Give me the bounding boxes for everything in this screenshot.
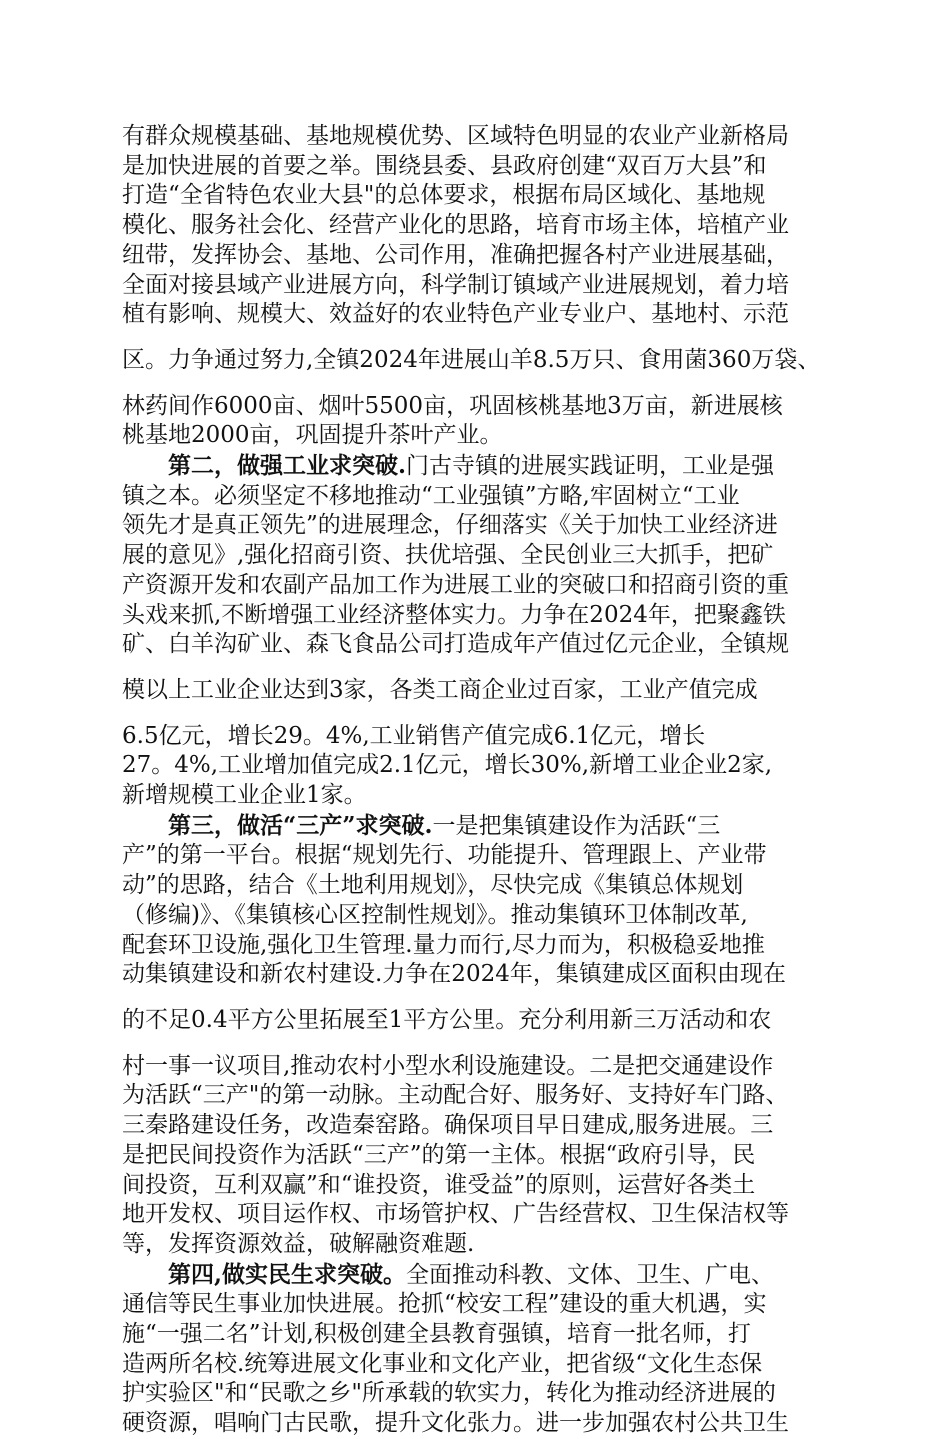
text-line: 是把民间投资作为活跃“三产”的第一主体。根据“政府引导，民	[122, 1141, 756, 1168]
text-run: 一是把集镇建设作为活跃“三	[432, 812, 721, 839]
section-heading-livelihood: 第四,做实民生求突破。	[168, 1260, 407, 1288]
text-line: 头戏来抓,不断增强工业经济整体实力。力争在2024年，把聚鑫铁	[122, 601, 786, 628]
text-line: 矿、白羊沟矿业、森飞食品公司打造成年产值过亿元企业，全镇规	[122, 631, 789, 658]
text-line: 产资源开发和农副产品加工作为进展工业的突破口和招商引资的重	[122, 571, 789, 598]
document-page	[122, 122, 828, 1439]
text-run: 门古寺镇的进展实践证明，工业是强	[406, 453, 775, 480]
paragraph-tertiary	[122, 811, 828, 1260]
text-line: 27。4%,工业增加值完成2.1亿元，增长30%,新增工业企业2家,	[122, 752, 773, 779]
text-line: 展的意见》,强化招商引资、扶优培强、全民创业三大抓手，把矿	[122, 542, 774, 569]
text-line: 等，发挥资源效益，破解融资难题.	[122, 1230, 475, 1257]
text-line: 模以上工业企业达到3家，各类工商企业过百家，工业产值完成	[122, 676, 758, 703]
paragraph-industry	[122, 451, 828, 811]
text-line: 领先才是真正领先”的进展理念，仔细落实《关于加快工业经济进	[122, 512, 778, 539]
text-line: 模化、服务社会化、经营产业化的思路，培育市场主体，培植产业	[122, 212, 789, 239]
text-line: 桃基地2000亩，巩固提升茶叶产业。	[122, 422, 503, 449]
text-line: 区。力争通过努力,全镇2024年进展山羊8.5万只、食用菌360万袋、	[122, 346, 821, 373]
text-line: 动集镇建设和新农村建设.力争在2024年，集镇建成区面积由现在	[122, 961, 786, 988]
text-line: 纽带，发挥协会、基地、公司作用，准确把握各村产业进展基础，	[122, 241, 789, 268]
text-line: 地开发权、项目运作权、市场管护权、广告经营权、卫生保洁权等	[122, 1201, 789, 1228]
text-line: 镇之本。必须坚定不移地推动“工业强镇”方略,牢固树立“工业	[122, 482, 740, 509]
text-line	[122, 811, 828, 842]
paragraph-livelihood	[122, 1260, 828, 1439]
text-line: 村一事一议项目,推动农村小型水利设施建设。二是把交通建设作	[122, 1052, 774, 1079]
text-line: （修编)》、《集镇核心区控制性规划》。推动集镇环卫体制改革,	[122, 901, 748, 928]
text-line: 通信等民生事业加快进展。抢抓“校安工程”建设的重大机遇，实	[122, 1291, 767, 1318]
section-heading-industry: 第二，做强工业求突破.	[168, 452, 407, 480]
text-line: 护实验区"和“民歌之乡"所承载的软实力，转化为推动经济进展的	[122, 1380, 776, 1407]
text-line: 6.5亿元，增长29。4%,工业销售产值完成6.1亿元，增长	[122, 722, 706, 749]
section-heading-tertiary: 第三，做活“三产”求突破.	[168, 811, 433, 839]
text-line: 造两所名校.统筹进展文化事业和文化产业，把省级“文化生态保	[122, 1350, 763, 1377]
text-line: 新增规模工业企业1家。	[122, 782, 367, 809]
text-line: 的不足0.4平方公里拓展至1平方公里。充分利用新三万活动和农	[122, 1006, 772, 1033]
text-line: 硬资源，唱响门古民歌，提升文化张力。进一步加强农村公共卫生	[122, 1410, 789, 1437]
paragraph-agriculture	[122, 122, 828, 451]
text-line: 打造“全省特色农业大县"的总体要求，根据布局区域化、基地规	[122, 182, 766, 209]
text-line: 全面对接县域产业进展方向，科学制订镇域产业进展规划，着力培	[122, 271, 789, 298]
text-line: 三秦路建设任务，改造秦窑路。确保项目早日建成,服务进展。三	[122, 1112, 774, 1139]
text-line: 植有影响、规模大、效益好的农业特色产业专业户、基地村、示范	[122, 301, 789, 328]
text-run: 全面推动科教、文体、卫生、广电、	[406, 1261, 775, 1288]
text-line: 为活跃“三产"的第一动脉。主动配合好、服务好、支持好车门路、	[122, 1082, 789, 1109]
text-line: 有群众规模基础、基地规模优势、区域特色明显的农业产业新格局	[122, 123, 789, 149]
text-line: 间投资，互利双赢”和“谁投资，谁受益”的原则，运营好各类土	[122, 1171, 756, 1198]
text-line: 动”的思路，结合《土地利用规划》，尽快完成《集镇总体规划	[122, 872, 744, 899]
text-line: 产”的第一平台。根据“规划先行、功能提升、管理跟上、产业带	[122, 842, 767, 869]
text-line	[122, 1260, 828, 1291]
text-line: 配套环卫设施,强化卫生管理.量力而行,尽力而为，积极稳妥地推	[122, 931, 765, 958]
text-line: 是加快进展的首要之举。围绕县委、县政府创建“双百万大县”和	[122, 152, 767, 179]
text-line: 林药间作6000亩、烟叶5500亩，巩固核桃基地3万亩，新进展核	[122, 392, 783, 419]
text-line	[122, 451, 828, 482]
text-line: 施“一强二名”计划,积极创建全县教育强镇，培育一批名师，打	[122, 1321, 751, 1348]
